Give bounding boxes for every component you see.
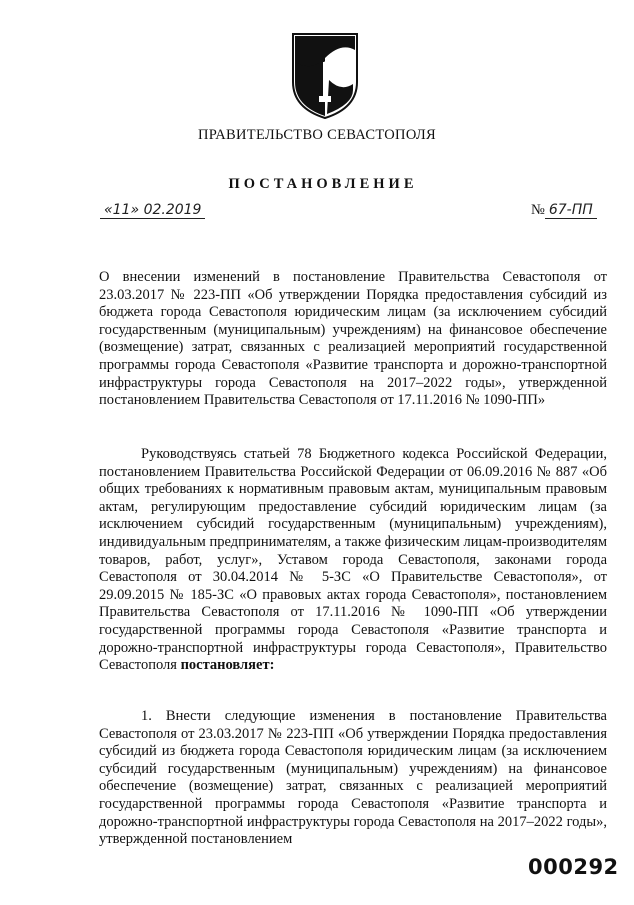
page-stamp-number: 000292 <box>528 855 619 879</box>
document-date <box>100 202 205 219</box>
organization-name: ПРАВИТЕЛЬСТВО СЕВАСТОПОЛЯ <box>198 127 436 143</box>
date-close-quote: » <box>130 202 140 218</box>
document-number <box>531 202 597 219</box>
date-open-quote: « <box>104 202 113 218</box>
number-sign: № <box>531 202 545 218</box>
coat-of-arms-emblem <box>291 32 359 120</box>
document-title: О внесении изменений в постановление Правительства Севастополя от 23.03.2017 № 223-ПП «Об утверждении Порядка предоставления субсидий из бюджета города Севастополя юридическим лицам (за исключением субсидий государственным (муниципальным) учреждениям) на финансовое обеспечение (возмещение) затрат, связанных с реализацией мероприятий государственной программы города Севастополя «Развитие транспорта и дорожно-транспортной инфраструктуры города Севастополя на 2017–2022 годы», утвержденной постановлением Правительства Севастополя от 17.11.2016 № 1090-ПП» <box>99 269 607 409</box>
date-field <box>100 202 205 219</box>
preamble-paragraph <box>99 446 607 675</box>
date-month-year: 02.2019 <box>143 202 202 218</box>
decree-word: постановляет: <box>180 657 275 674</box>
number-value: 67-ПП <box>545 202 597 219</box>
preamble-text: Руководствуясь статьей 78 Бюджетного кодекса Российской Федерации, постановлением Правительства Российской Федерации от 06.09.2016 № 887 «Об общих требованиях к нормативным правовым актам, муниципальным правовым актам, регулирующим предоставление субсидий юридическим лицам (за исключением субсидий государственным (муниципальным) учреждениям), индивидуальным предпринимателям, а также физическим лицам-производителям товаров, работ, услуг», Уставом города Севастополя, законами города Севастополя от 30.04.2014 № 5-ЗС «О Правительстве Севастополя», от 29.09.2015 № 185-ЗС «О правовых актах города Севастополя», постановлением Правительства Севастополя от 17.11.2016 № 1090-ПП «Об утверждении государственной программы города Севастополя «Развитие транспорта и дорожно-транспортной инфраструктуры города Севастополя», Правительство Севастополя <box>99 446 607 674</box>
item-1-paragraph: 1. Внести следующие изменения в постановление Правительства Севастополя от 23.03.2017 № 223-ПП «Об утверждении Порядка предоставления субсидий из бюджета города Севастополя юридическим лицам (за исключением субсидий государственным (муниципальным) учреждениям) на финансовое обеспечение (возмещение) затрат, связанных с реализацией мероприятий государственной программы города Севастополя «Развитие транспорта и дорожно-транспортной инфраструктуры города Севастополя на 2017–2022 годы», утвержденной постановлением <box>99 708 607 848</box>
date-day: 11 <box>112 202 131 218</box>
document-type: ПОСТАНОВЛЕНИЕ <box>228 176 418 192</box>
